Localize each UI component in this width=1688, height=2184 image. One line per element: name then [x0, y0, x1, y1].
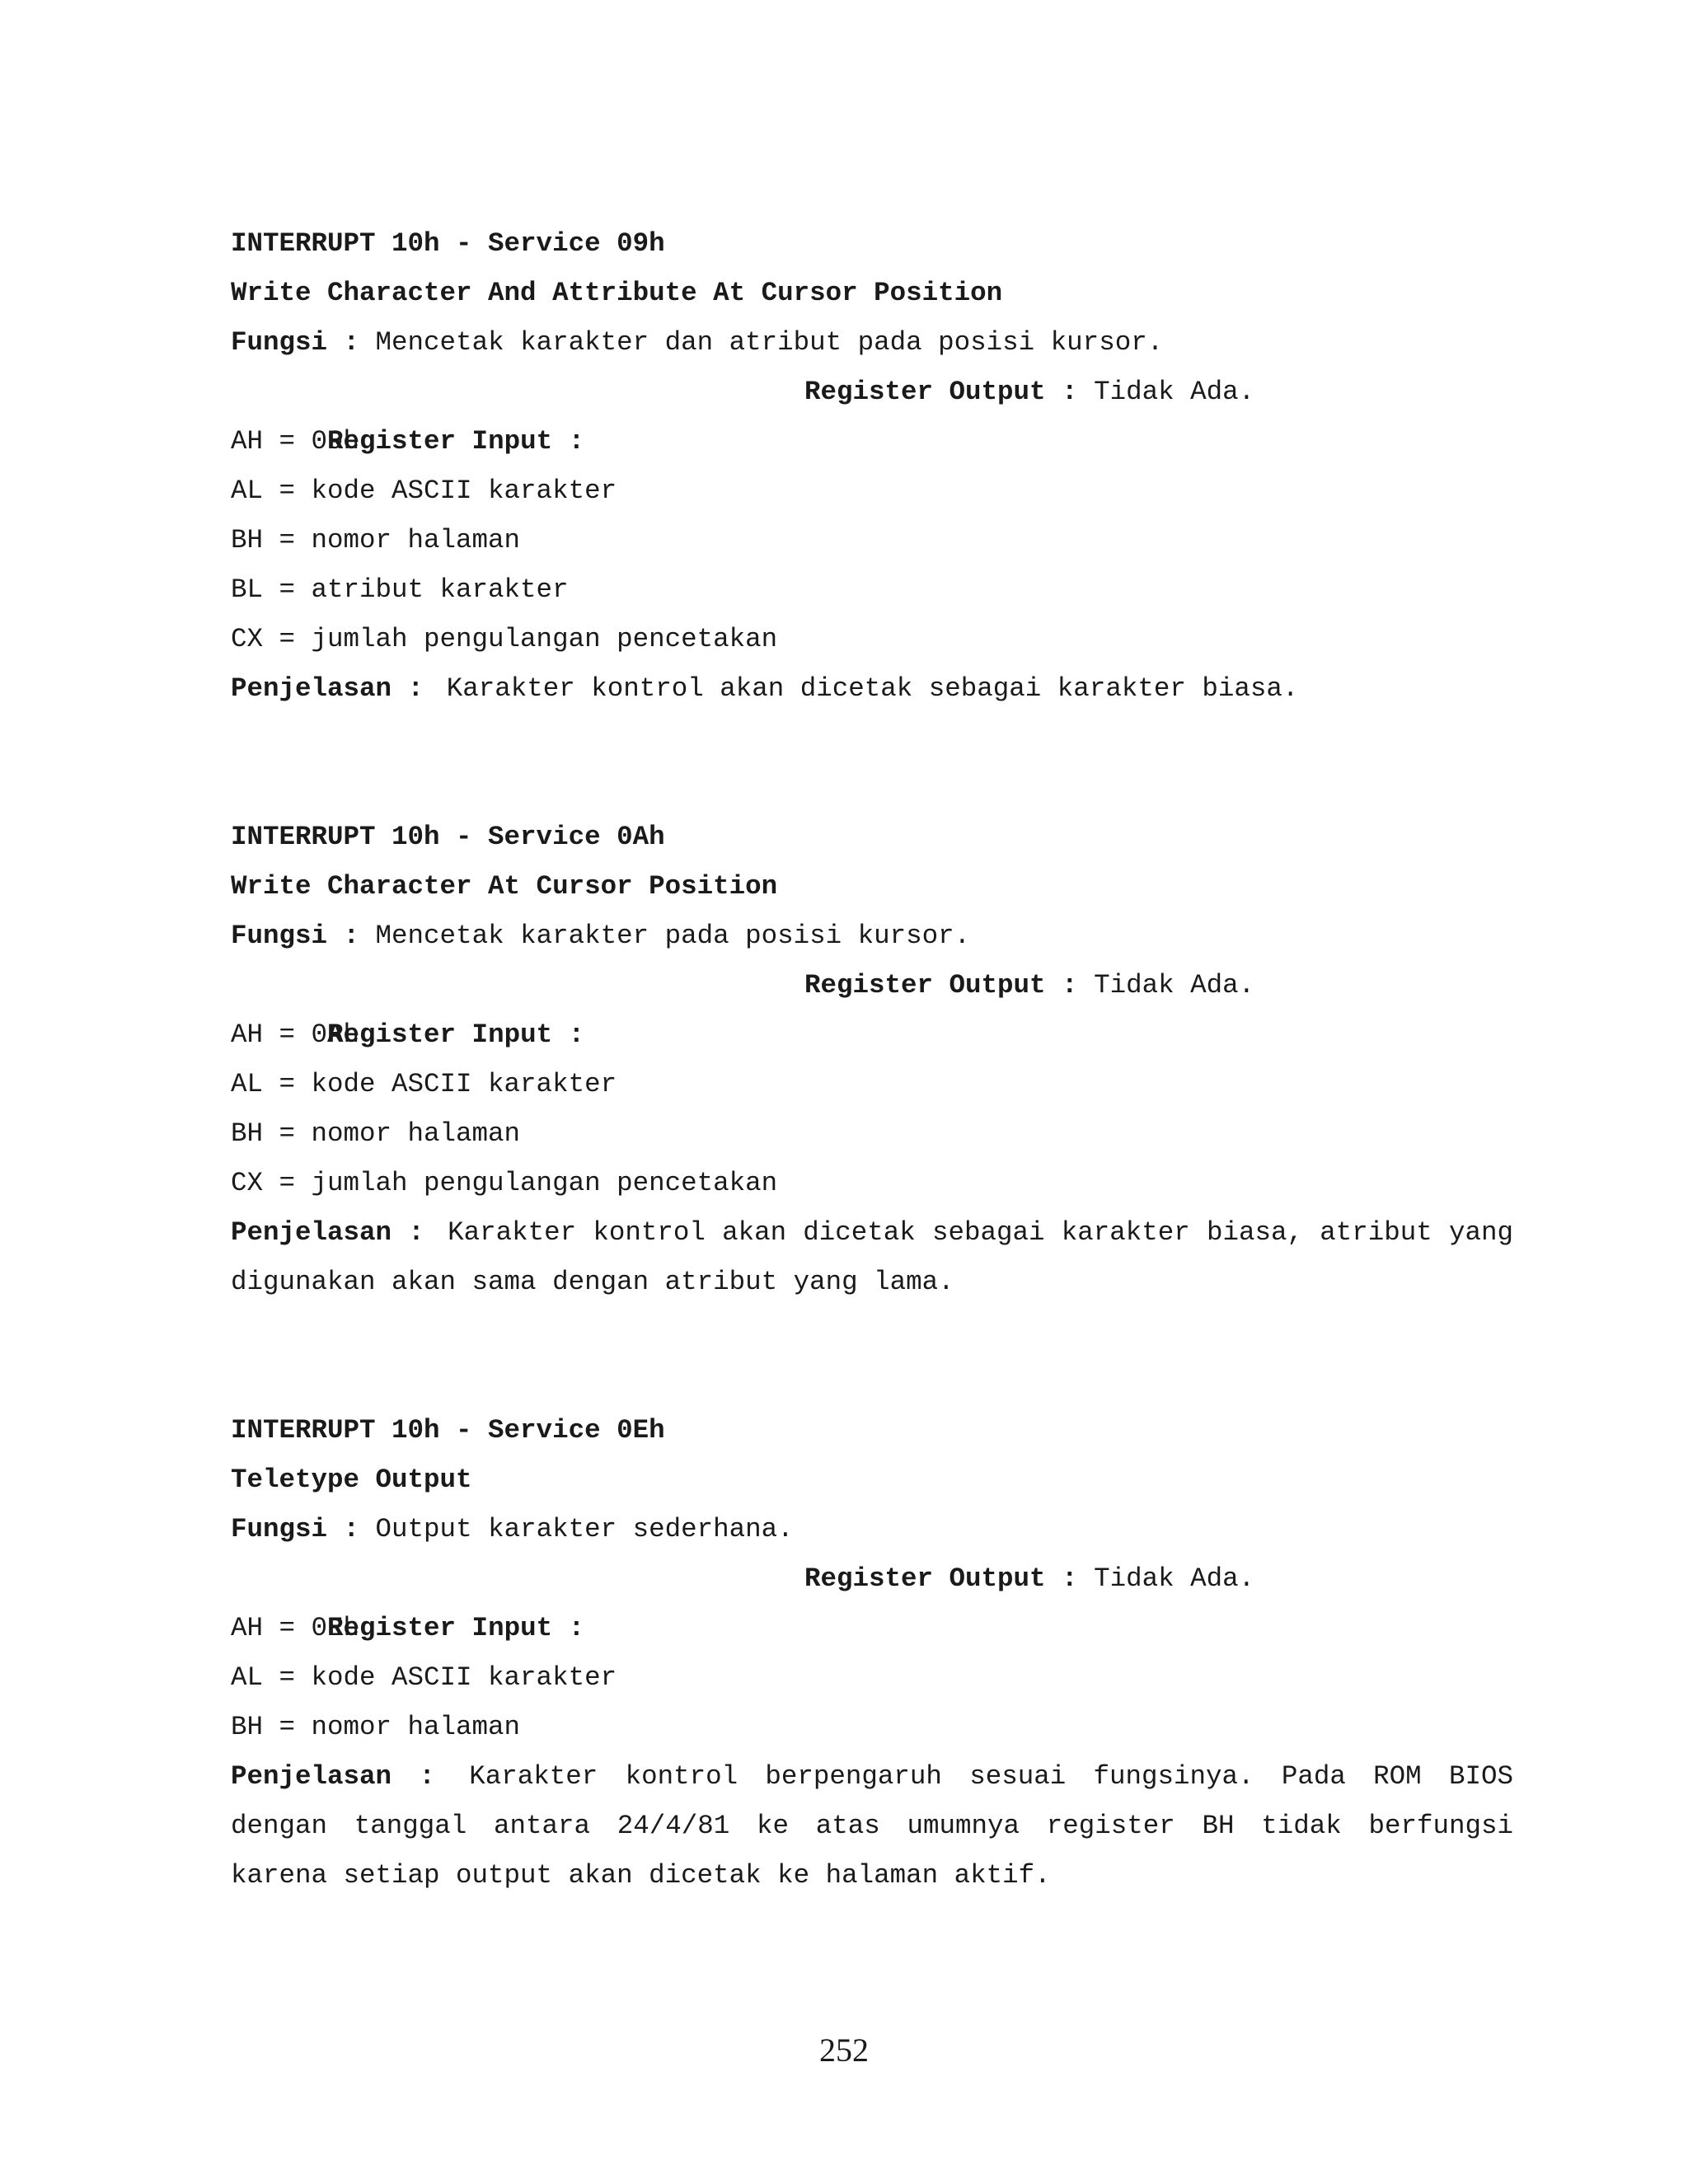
- register-line: AH = 09h: [231, 426, 360, 457]
- register-line: CX = jumlah pengulangan pencetakan: [231, 1168, 778, 1198]
- register-output-value: Tidak Ada.: [1094, 377, 1255, 407]
- register-output-label: Register Output :: [804, 970, 1078, 1001]
- register-line: AL = kode ASCII karakter: [231, 1069, 617, 1099]
- document-page: [231, 219, 1513, 1900]
- section-title: Teletype Output: [231, 1465, 472, 1495]
- fungsi-line: [231, 912, 1513, 961]
- section-title: Write Character And Attribute At Cursor Position: [231, 278, 1003, 308]
- register-line: AH = 0Ah: [231, 1019, 360, 1050]
- register-line: BL = atribut karakter: [231, 574, 569, 605]
- section-title: Write Character At Cursor Position: [231, 871, 778, 902]
- penjelasan-text: Karakter kontrol berpengaruh sesuai fungsinya. Pada ROM BIOS dengan tanggal antara 24/4/81 ke atas umumnya register BH tidak berfungsi karena setiap output akan dicetak ke halaman aktif.: [231, 1761, 1513, 1891]
- register-line: AL = kode ASCII karakter: [231, 1662, 617, 1693]
- penjelasan-label: Penjelasan :: [231, 673, 424, 704]
- register-output-value: Tidak Ada.: [1094, 970, 1255, 1001]
- register-line: CX = jumlah pengulangan pencetakan: [231, 624, 778, 654]
- penjelasan-paragraph: [231, 1208, 1513, 1307]
- register-output: [804, 1554, 1254, 1604]
- section-heading: INTERRUPT 10h - Service 09h: [231, 228, 665, 259]
- penjelasan-label: Penjelasan :: [231, 1761, 435, 1792]
- fungsi-text: Output karakter sederhana.: [375, 1514, 794, 1544]
- section-heading: INTERRUPT 10h - Service 0Ah: [231, 822, 665, 852]
- register-line: BH = nomor halaman: [231, 1118, 521, 1149]
- penjelasan-text: Karakter kontrol akan dicetak sebagai karakter biasa, atribut yang digunakan akan sama dengan atribut yang lama.: [231, 1217, 1513, 1297]
- register-output: [804, 368, 1254, 417]
- register-input-label: Register Input :: [327, 1613, 585, 1643]
- section-heading: INTERRUPT 10h - Service 0Eh: [231, 1415, 665, 1446]
- fungsi-line: [231, 1505, 1513, 1554]
- register-output-label: Register Output :: [804, 1563, 1078, 1594]
- register-input-label: Register Input :: [327, 1019, 585, 1050]
- register-line: BH = nomor halaman: [231, 525, 521, 555]
- register-line: AL = kode ASCII karakter: [231, 476, 617, 506]
- fungsi-label: Fungsi :: [231, 921, 360, 951]
- register-output-label: Register Output :: [804, 377, 1078, 407]
- register-output-value: Tidak Ada.: [1094, 1563, 1255, 1594]
- register-output: [804, 961, 1254, 1010]
- register-line: BH = nomor halaman: [231, 1712, 521, 1742]
- register-input-label: Register Input :: [327, 426, 585, 457]
- penjelasan-paragraph: [231, 664, 1513, 714]
- fungsi-text: Mencetak karakter dan atribut pada posisi kursor.: [375, 327, 1164, 358]
- interrupt-section-0eh: [231, 1406, 1513, 1900]
- penjelasan-label: Penjelasan :: [231, 1217, 424, 1248]
- register-line: AH = 0Eh: [231, 1613, 360, 1643]
- fungsi-label: Fungsi :: [231, 327, 360, 358]
- fungsi-text: Mencetak karakter pada posisi kursor.: [375, 921, 971, 951]
- page-number: 252: [819, 2032, 869, 2069]
- interrupt-section-0ah: [231, 813, 1513, 1307]
- penjelasan-paragraph: [231, 1752, 1513, 1900]
- interrupt-section-09h: [231, 219, 1513, 714]
- fungsi-line: [231, 318, 1513, 368]
- penjelasan-text: Karakter kontrol akan dicetak sebagai karakter biasa.: [446, 673, 1299, 704]
- fungsi-label: Fungsi :: [231, 1514, 360, 1544]
